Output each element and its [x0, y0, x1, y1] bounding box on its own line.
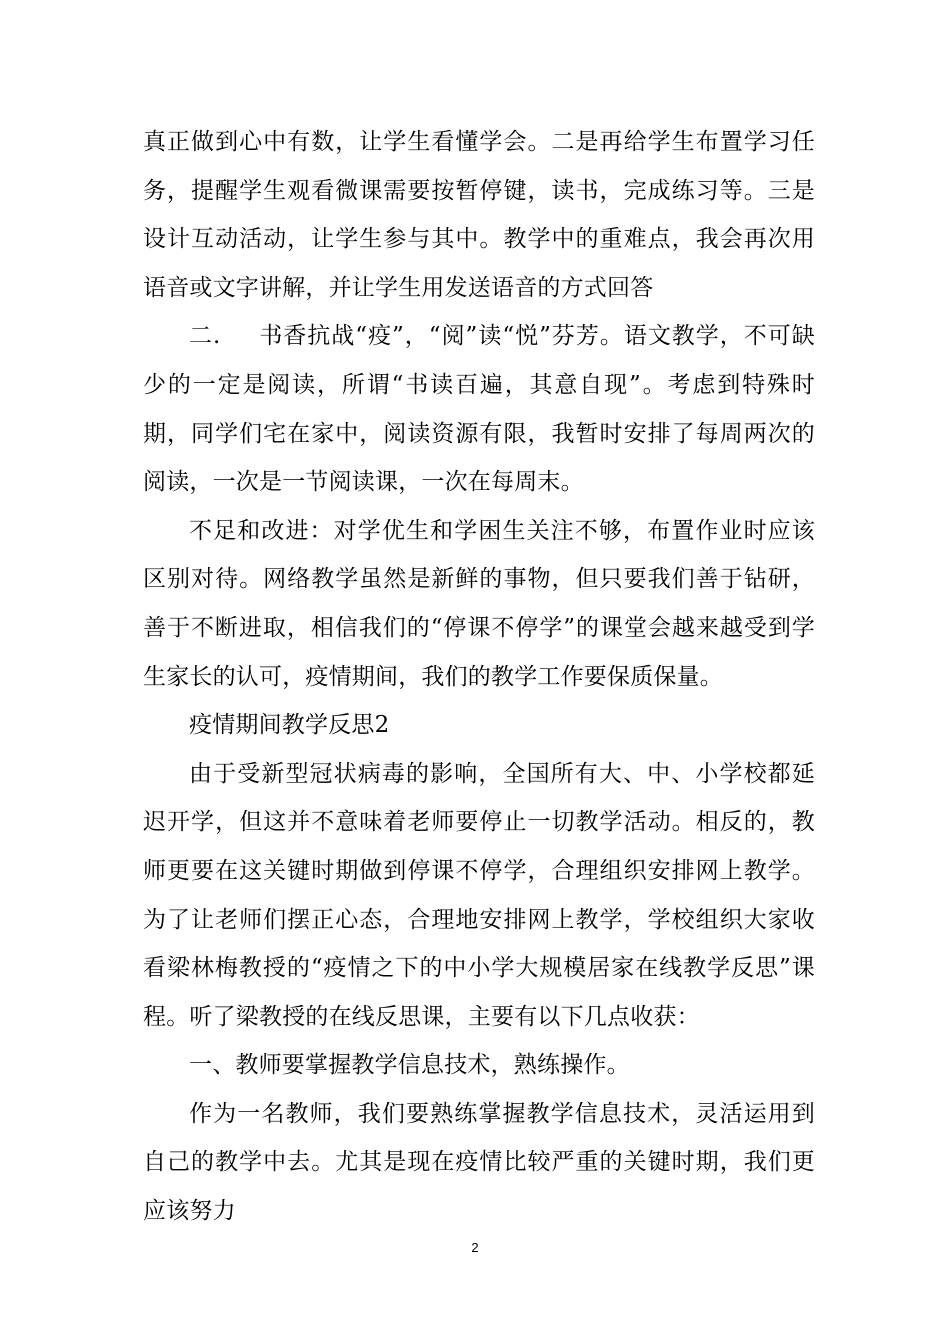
- paragraph-improvements: 不足和改进：对学优生和学困生关注不够，布置作业时应该区别对待。网络教学虽然是新鲜的事物，但只要我们善于钻研，善于不断进取，相信我们的“停课不停学”的课堂会越来越受到学生家长的认可，疫情期间，我们的教学工作要保质保量。: [143, 517, 815, 690]
- paragraph-continuation: 真正做到心中有数，让学生看懂学会。二是再给学生布置学习任务，提醒学生观看微课需要按暂停键，读书，完成练习等。三是设计互动活动，让学生参与其中。教学中的重难点，我会再次用语音或文字讲解，并让学生用发送语音的方式回答: [143, 129, 815, 301]
- subheading: 一、教师要掌握教学信息技术，熟练操作。: [189, 1052, 630, 1079]
- paragraph-intro: 由于受新型冠状病毒的影响，全国所有大、中、小学校都延迟开学，但这并不意味着老师要停止一切教学活动。相反的，教师更要在这关键时期做到停课不停学，合理组织安排网上教学。为了让老师们摆正心态，合理地安排网上教学，学校组织大家收看梁林梅教授的“疫情之下的中小学大规模居家在线教学反思”课程。听了梁教授的在线反思课，主要有以下几点收获：: [143, 760, 815, 1030]
- section-text: 书香抗战“疫”，“阅”读“悦”芬芳。语文教学，不可缺少的一定是阅读，所谓“书读百遍，其意自现”。考虑到特殊时期，同学们宅在家中，阅读资源有限，我暂时安排了每周两次的阅读，一次是一节阅读课，一次在每周末。: [143, 323, 815, 496]
- page-number: 2: [471, 1240, 479, 1255]
- document-body: [143, 118, 815, 1236]
- section-heading: 疫情期间教学反思2: [189, 712, 390, 739]
- paragraph-teacher-skills: 作为一名教师，我们要熟练掌握教学信息技术，灵活运用到自己的教学中去。尤其是现在疫情比较严重的关键时期，我们更应该努力: [143, 1100, 815, 1225]
- paragraph-reading-section: [143, 312, 815, 506]
- section-marker: 二.: [189, 323, 221, 350]
